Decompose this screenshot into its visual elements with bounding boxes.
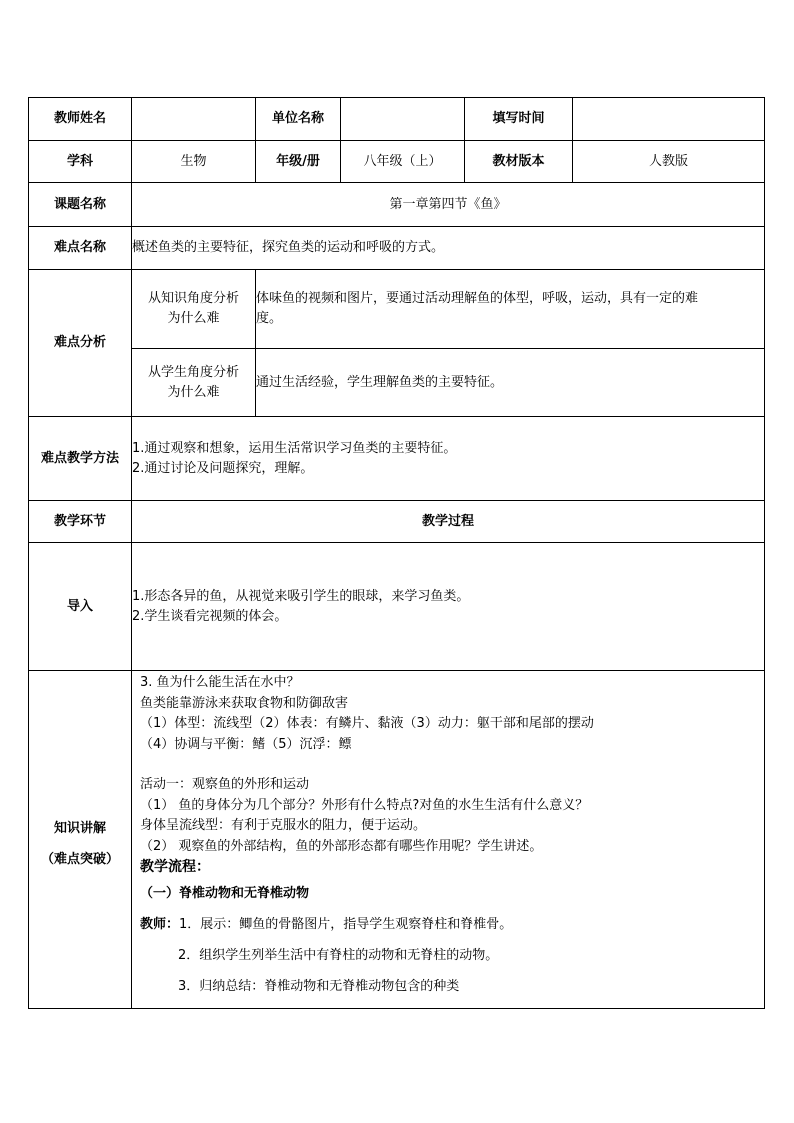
knowledge-section-label-line2: （难点突破）	[40, 852, 119, 868]
knowledge-angle-text-line2: 度。	[256, 311, 283, 326]
knowledge-angle-label-line2: 为什么难	[167, 311, 220, 326]
student-angle-label	[132, 349, 256, 417]
row-method	[29, 417, 765, 501]
row-analysis-knowledge	[29, 270, 765, 349]
row-intro	[29, 543, 765, 671]
method-line-2: 2.通过讨论及问题探究，理解。	[132, 460, 314, 476]
row-topic	[29, 183, 765, 227]
knowledge-line-3: （1）体型：流线型（2）体表：有鳞片、黏液（3）动力：躯干部和尾部的摆动	[140, 716, 594, 731]
method-label: 难点教学方法	[29, 417, 132, 501]
teacher-step-1	[140, 909, 756, 940]
analysis-label: 难点分析	[29, 270, 132, 417]
row-subject-info	[29, 141, 765, 183]
teacher-step-3: 3．归纳总结：脊椎动物和无脊椎动物包含的种类	[178, 978, 460, 994]
spacer	[140, 755, 756, 775]
row-teacher-info	[29, 98, 765, 141]
knowledge-section-label	[29, 671, 132, 1009]
grade-value: 八年级（上）	[341, 141, 465, 183]
topic-value: 第一章第四节《鱼》	[132, 183, 765, 227]
lesson-plan-table	[28, 97, 765, 1009]
teacher-step-2: 2．组织学生列举生活中有脊柱的动物和无脊柱的动物。	[178, 947, 499, 963]
intro-line-2: 2.学生谈看完视频的体会。	[132, 608, 288, 624]
unit-name-value	[341, 98, 465, 141]
stage-label: 教学环节	[29, 501, 132, 543]
teacher-name-value	[132, 98, 256, 141]
intro-text	[132, 543, 765, 671]
method-line-1: 1.通过观察和想象，运用生活常识学习鱼类的主要特征。	[132, 440, 457, 456]
knowledge-line-1: 3. 鱼为什么能生活在水中？	[140, 675, 300, 690]
edition-value: 人教版	[573, 141, 765, 183]
row-analysis-student	[29, 349, 765, 417]
fill-time-value	[573, 98, 765, 141]
row-difficulty	[29, 227, 765, 270]
knowledge-line-8: （2） 观察鱼的外部结构，鱼的外部形态都有哪些作用呢？学生讲述。	[140, 838, 543, 854]
row-knowledge	[29, 671, 765, 1009]
intro-label: 导入	[29, 543, 132, 671]
subject-value: 生物	[132, 141, 256, 183]
knowledge-angle-text	[256, 270, 765, 349]
teacher-step-1-text: 1．展示：鲫鱼的骨骼图片，指导学生观察脊柱和脊椎骨。	[179, 916, 513, 932]
flow-heading: 教学流程：	[140, 859, 210, 875]
subject-label: 学科	[29, 141, 132, 183]
student-angle-text: 通过生活经验，学生理解鱼类的主要特征。	[256, 349, 765, 417]
flow-subheading: （一）脊椎动物和无脊椎动物	[140, 885, 310, 901]
unit-name-label: 单位名称	[256, 98, 341, 141]
difficulty-value: 概述鱼类的主要特征，探究鱼类的运动和呼吸的方式。	[132, 227, 765, 270]
difficulty-label: 难点名称	[29, 227, 132, 270]
teacher-name-label: 教师姓名	[29, 98, 132, 141]
row-process-header	[29, 501, 765, 543]
knowledge-line-4: （4）协调与平衡：鳍（5）沉浮：鳔	[140, 736, 352, 752]
edition-label: 教材版本	[465, 141, 573, 183]
knowledge-line-6: （1） 鱼的身体分为几个部分？外形有什么特点?对鱼的水生生活有什么意义？	[140, 797, 589, 813]
method-text	[132, 417, 765, 501]
knowledge-section-label-line1: 知识讲解	[53, 821, 106, 837]
teacher-prefix: 教师：	[140, 916, 180, 932]
knowledge-line-5: 活动一：观察鱼的外形和运动	[140, 777, 310, 792]
process-label: 教学过程	[132, 501, 765, 543]
student-angle-label-line2: 为什么难	[167, 384, 220, 400]
fill-time-label: 填写时间	[465, 98, 573, 141]
knowledge-angle-label	[132, 270, 256, 349]
student-angle-label-line1: 从学生角度分析	[147, 364, 239, 380]
intro-line-1: 1.形态各异的鱼，从视觉来吸引学生的眼球，来学习鱼类。	[132, 588, 470, 604]
knowledge-angle-text-line1: 体味鱼的视频和图片，要通过活动理解鱼的体型，呼吸，运动，具有一定的难	[256, 291, 699, 306]
knowledge-line-2: 鱼类能靠游泳来获取食物和防御敌害	[140, 695, 349, 711]
knowledge-angle-label-line1: 从知识角度分析	[147, 291, 239, 306]
knowledge-content	[132, 671, 765, 1009]
knowledge-line-7: 身体呈流线型：有利于克服水的阻力，便于运动。	[140, 818, 427, 833]
grade-label: 年级/册	[256, 141, 341, 183]
topic-label: 课题名称	[29, 183, 132, 227]
